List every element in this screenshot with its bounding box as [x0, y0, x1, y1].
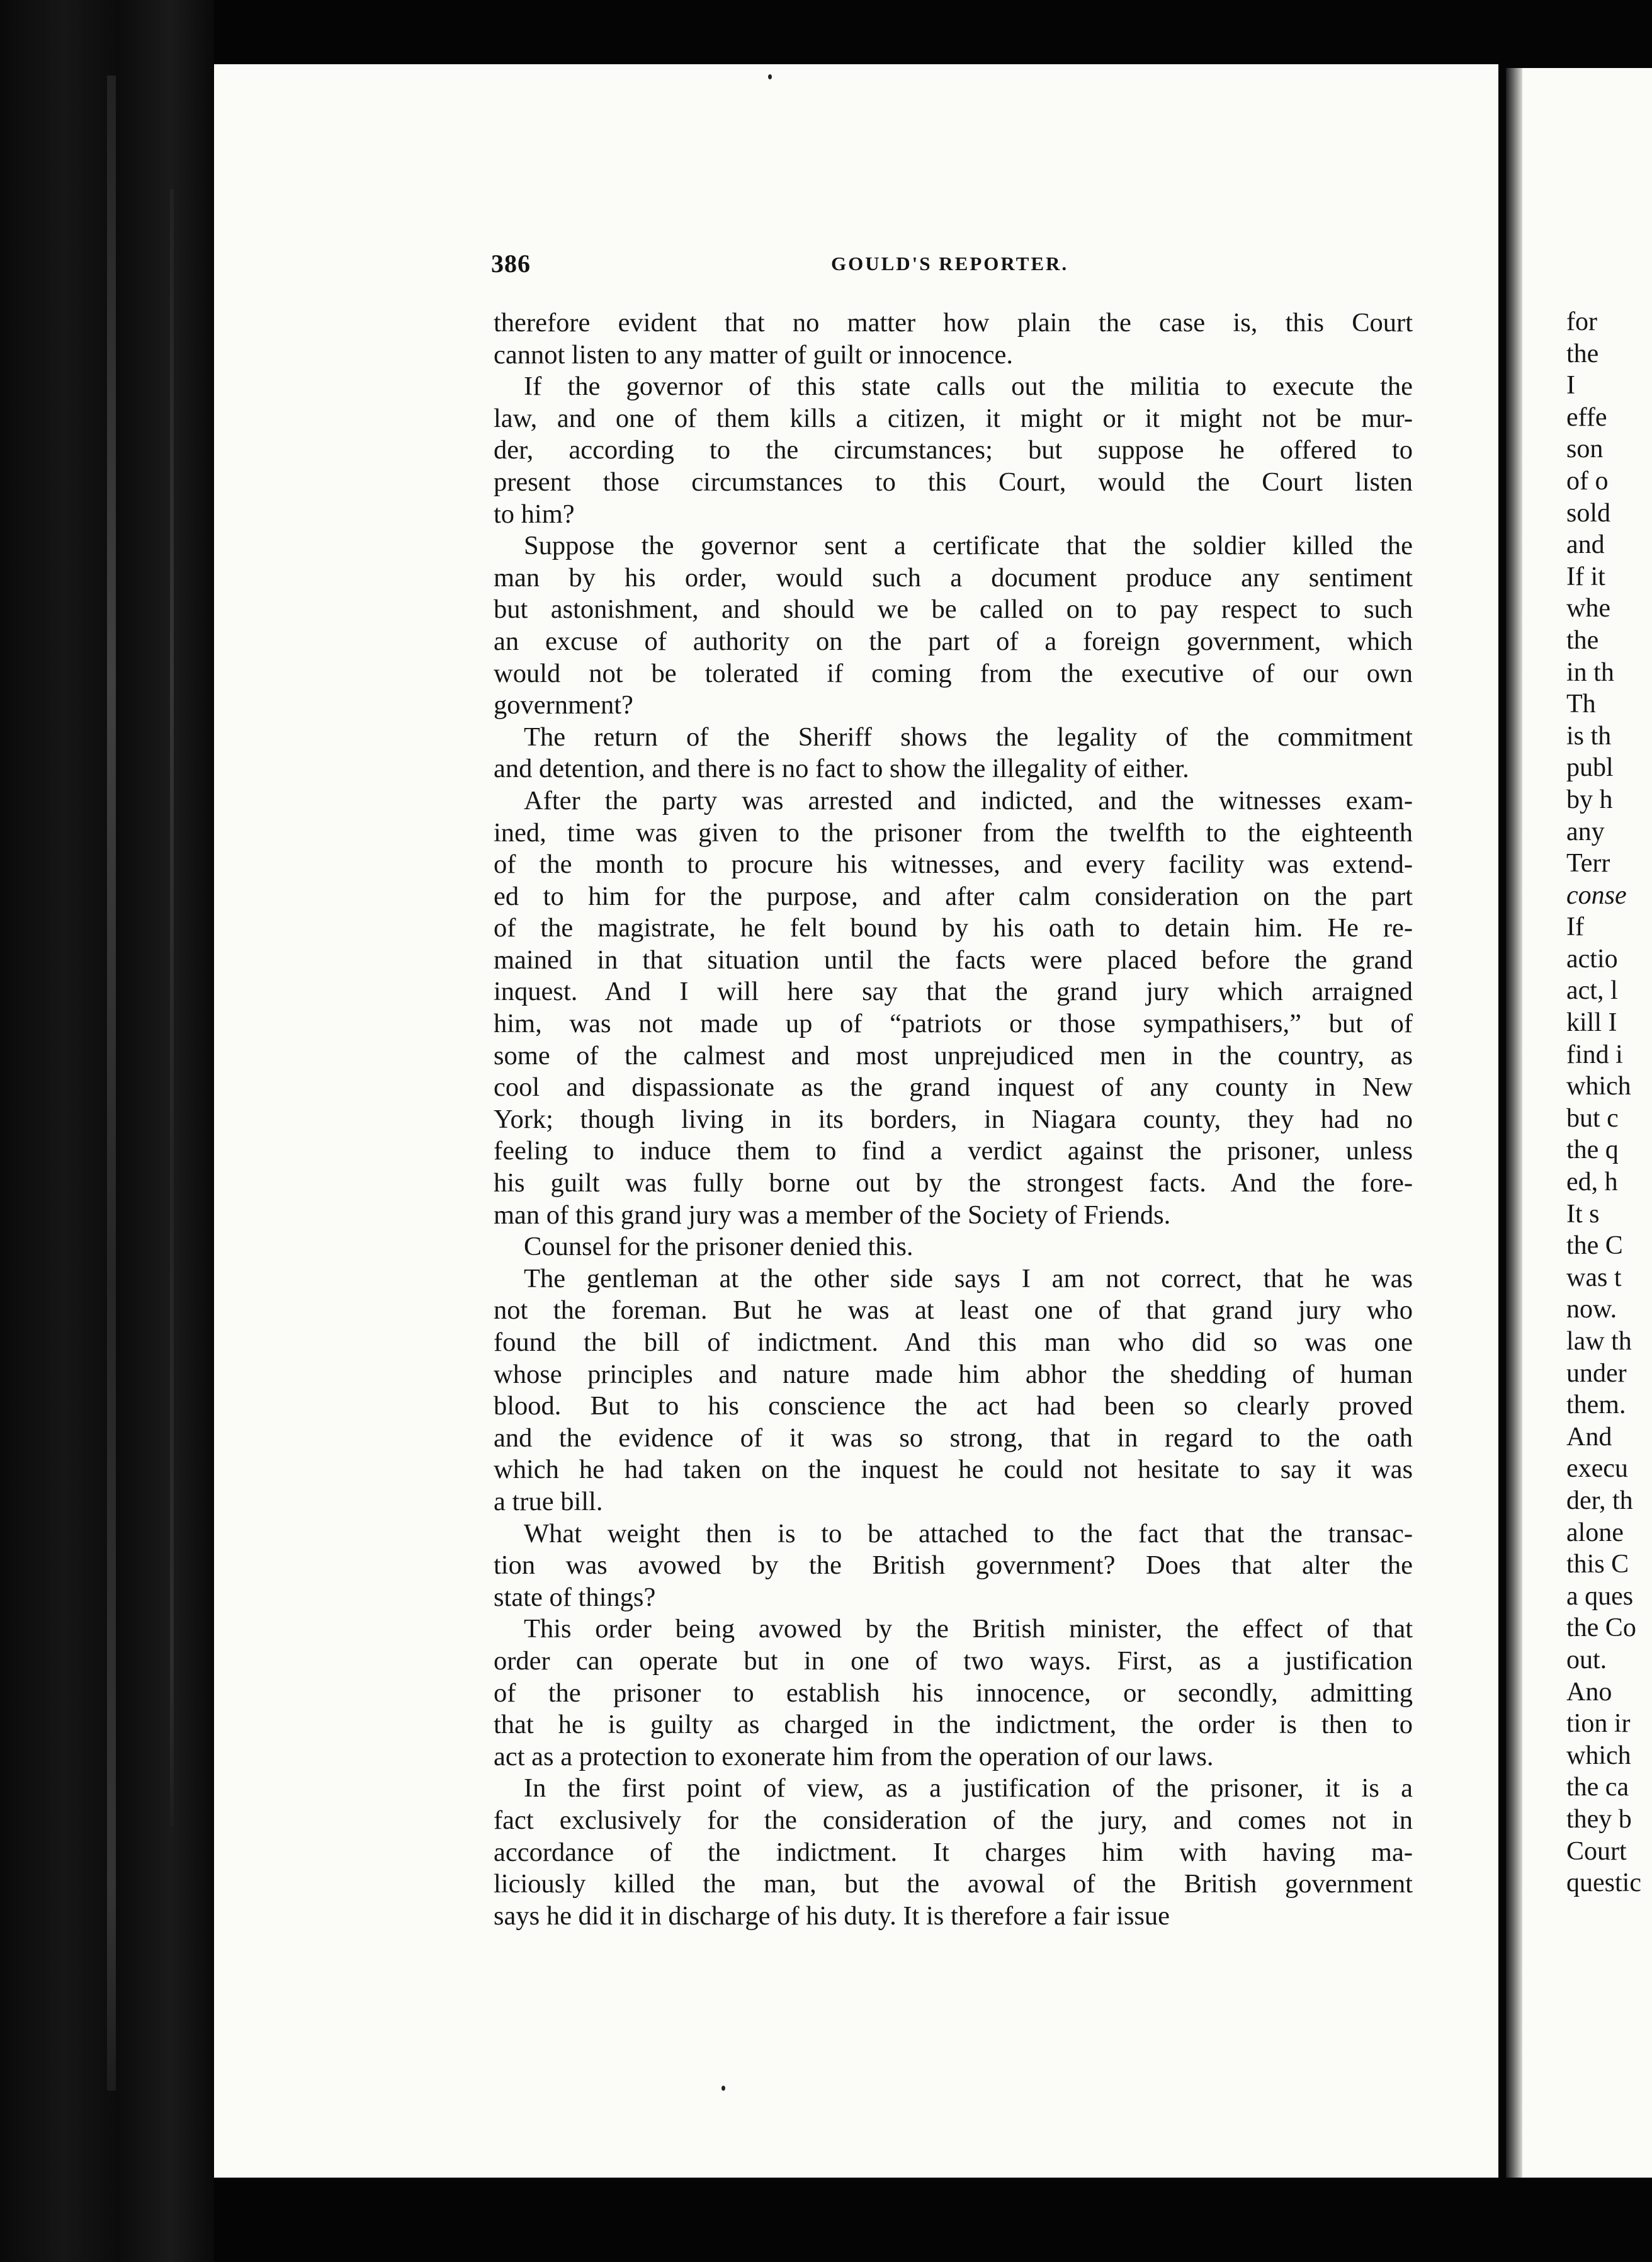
- paragraph: [494, 785, 1413, 1231]
- text-line: would not be tolerated if coming from the executive of our own: [494, 658, 1413, 688]
- right-page-line-fragment: which: [1566, 1072, 1631, 1101]
- text-line: man by his order, would such a document produce any sentiment: [494, 562, 1413, 593]
- right-page-line-fragment: for: [1566, 307, 1597, 336]
- right-page-line-fragment: this C: [1566, 1550, 1629, 1579]
- paragraph: [494, 371, 1413, 530]
- text-line: says he did it in discharge of his duty. It is therefore a fair issue: [494, 1901, 1170, 1931]
- right-page-line-fragment: conse: [1566, 880, 1627, 910]
- right-page-line-fragment: under: [1566, 1358, 1627, 1388]
- right-page-line-fragment: questic: [1566, 1868, 1641, 1898]
- text-line: a true bill.: [494, 1486, 603, 1516]
- right-page-line-fragment: the: [1566, 339, 1599, 368]
- text-line: but astonishment, and should we be called on to pay respect to such: [494, 594, 1413, 625]
- text-line: The return of the Sheriff shows the legality of the commitment: [524, 722, 1413, 752]
- binding-streak: [107, 76, 116, 2091]
- right-page-line-fragment: the ca: [1566, 1773, 1629, 1802]
- body-text: [494, 307, 1413, 1932]
- text-line: der, according to the circumstances; but suppose he offered to: [494, 435, 1413, 465]
- text-line: which he had taken on the inquest he could not hesitate to say it was: [494, 1455, 1413, 1485]
- text-line: some of the calmest and most unprejudiced men in the country, as: [494, 1040, 1413, 1071]
- text-line: of the prisoner to establish his innocence, or secondly, admitting: [494, 1678, 1413, 1708]
- right-page-line-fragment: the Co: [1566, 1613, 1636, 1643]
- right-page-line-fragment: they b: [1566, 1804, 1632, 1834]
- text-line: man of this grand jury was a member of the Society of Friends.: [494, 1200, 1171, 1230]
- text-line: liciously killed the man, but the avowal of the British government: [494, 1869, 1413, 1899]
- running-title: GOULD'S REPORTER.: [831, 253, 1069, 275]
- right-page-line-fragment: which: [1566, 1741, 1631, 1770]
- text-line: ed to him for the purpose, and after calm consideration on the part: [494, 881, 1413, 911]
- text-line: fact exclusively for the consideration of the jury, and comes not in: [494, 1805, 1413, 1835]
- right-page-line-fragment: Ano: [1566, 1677, 1612, 1707]
- right-page-text-fragments: [1566, 306, 1652, 1899]
- right-page-line-fragment: alone: [1566, 1518, 1624, 1547]
- text-line: law, and one of them kills a citizen, it might or it might not be mur-: [494, 403, 1413, 433]
- text-line: mained in that situation until the facts were placed before the grand: [494, 945, 1413, 975]
- page-number: 386: [491, 249, 531, 278]
- paragraph: [494, 1613, 1413, 1773]
- right-page-line-fragment: them.: [1566, 1390, 1626, 1420]
- paragraph: [494, 1518, 1413, 1614]
- book-binding-margin: [0, 0, 214, 2262]
- text-line: of the month to procure his witnesses, and every facility was extend-: [494, 850, 1413, 880]
- right-page-line-fragment: ed, h: [1566, 1168, 1618, 1197]
- text-line: ined, time was given to the prisoner from the twelfth to the eighteenth: [494, 817, 1413, 848]
- right-page-line-fragment: by h: [1566, 785, 1613, 814]
- right-page-line-fragment: act, l: [1566, 976, 1618, 1006]
- right-page-line-fragment: the q: [1566, 1135, 1619, 1165]
- text-line: tion was avowed by the British government? Does that alter the: [494, 1550, 1413, 1581]
- text-line: and detention, and there is no fact to show the illegality of either.: [494, 754, 1189, 784]
- text-line: Counsel for the prisoner denied this.: [524, 1232, 914, 1262]
- right-page-line-fragment: in th: [1566, 657, 1614, 687]
- text-line: York; though living in its borders, in Niagara county, they had no: [494, 1104, 1413, 1134]
- right-page-line-fragment: I: [1566, 371, 1575, 401]
- gutter-shadow: [1506, 68, 1522, 2178]
- right-page-line-fragment: Th: [1566, 690, 1596, 719]
- right-page-line-fragment: sold: [1566, 498, 1611, 528]
- text-line: of the magistrate, he felt bound by his oath to detain him. He re-: [494, 913, 1413, 943]
- paragraph: [494, 307, 1413, 371]
- text-line: This order being avowed by the British minister, the effect of that: [524, 1614, 1413, 1644]
- right-page-line-fragment: find i: [1566, 1040, 1623, 1069]
- text-line: If the governor of this state calls out the militia to execute the: [524, 372, 1413, 402]
- text-line: inquest. And I will here say that the grand jury which arraigned: [494, 977, 1413, 1007]
- text-line: that he is guilty as charged in the indictment, the order is then to: [494, 1710, 1413, 1740]
- right-page-line-fragment: Court: [1566, 1836, 1627, 1866]
- right-page-line-fragment: kill I: [1566, 1008, 1617, 1038]
- speck: [721, 2086, 725, 2091]
- text-line: After the party was arrested and indicted, and the witnesses exam-: [524, 785, 1413, 816]
- text-line: to him?: [494, 499, 575, 529]
- speck: [768, 74, 772, 79]
- text-line: cool and dispassionate as the grand inquest of any county in New: [494, 1072, 1413, 1103]
- text-line: feeling to induce them to find a verdict against the prisoner, unless: [494, 1136, 1413, 1166]
- paragraph: [494, 722, 1413, 785]
- running-head: [491, 249, 1410, 280]
- text-line: found the bill of indictment. And this man who did so was one: [494, 1327, 1413, 1357]
- text-line: cannot listen to any matter of guilt or innocence.: [494, 339, 1013, 370]
- text-line: therefore evident that no matter how plain the case is, this Court: [494, 308, 1413, 338]
- binding-streak: [170, 189, 174, 1826]
- right-page-line-fragment: now.: [1566, 1295, 1617, 1324]
- text-line: an excuse of authority on the part of a foreign government, which: [494, 626, 1413, 656]
- right-page-line-fragment: It s: [1566, 1199, 1600, 1229]
- text-line: not the foreman. But he was at least one of that grand jury who: [494, 1295, 1413, 1326]
- text-line: and the evidence of it was so strong, that in regard to the oath: [494, 1423, 1413, 1453]
- text-line: government?: [494, 690, 633, 720]
- text-line: What weight then is to be attached to the fact that the transac-: [524, 1518, 1413, 1549]
- right-page-line-fragment: If it: [1566, 562, 1605, 591]
- text-line: whose principles and nature made him abhor the shedding of human: [494, 1359, 1413, 1389]
- paragraph: [494, 1231, 1413, 1263]
- right-page-line-fragment: a ques: [1566, 1581, 1634, 1611]
- right-page-line-fragment: execu: [1566, 1454, 1628, 1484]
- text-line: Suppose the governor sent a certificate that the soldier killed the: [524, 531, 1413, 561]
- paragraph: [494, 1263, 1413, 1518]
- text-line: act as a protection to exonerate him from the operation of our laws.: [494, 1741, 1214, 1771]
- text-line: blood. But to his conscience the act had been so clearly proved: [494, 1391, 1413, 1421]
- right-page-line-fragment: the C: [1566, 1231, 1623, 1261]
- text-line: state of things?: [494, 1582, 656, 1612]
- paragraph: [494, 530, 1413, 722]
- right-page-line-fragment: If: [1566, 912, 1584, 942]
- right-page-line-fragment: And: [1566, 1422, 1612, 1452]
- right-page-line-fragment: was t: [1566, 1263, 1622, 1292]
- right-page-line-fragment: but c: [1566, 1103, 1619, 1133]
- right-page-line-fragment: effe: [1566, 402, 1607, 432]
- text-line: him, was not made up of “patriots or those sympathisers,” but of: [494, 1009, 1413, 1039]
- right-page-line-fragment: law th: [1566, 1327, 1632, 1356]
- right-page-line-fragment: is th: [1566, 721, 1612, 751]
- right-page-line-fragment: and: [1566, 530, 1605, 560]
- text-line: order can operate but in one of two ways. First, as a justification: [494, 1645, 1413, 1676]
- text-line: In the first point of view, as a justification of the prisoner, it is a: [524, 1773, 1413, 1804]
- right-page-line-fragment: the: [1566, 625, 1599, 655]
- paragraph: [494, 1773, 1413, 1932]
- right-page-line-fragment: whe: [1566, 594, 1610, 623]
- right-page-line-fragment: tion ir: [1566, 1709, 1631, 1739]
- right-page-line-fragment: son: [1566, 435, 1604, 464]
- text-line: his guilt was fully borne out by the strongest facts. And the fore-: [494, 1168, 1413, 1198]
- right-page-line-fragment: der, th: [1566, 1486, 1633, 1515]
- right-page-line-fragment: of o: [1566, 466, 1609, 496]
- text-line: The gentleman at the other side says I am not correct, that he was: [524, 1263, 1413, 1293]
- text-line: accordance of the indictment. It charges him with having ma-: [494, 1837, 1413, 1867]
- right-page-line-fragment: any: [1566, 817, 1605, 846]
- right-page-line-fragment: out.: [1566, 1645, 1607, 1674]
- right-page-line-fragment: Terr: [1566, 849, 1610, 878]
- right-page-line-fragment: publ: [1566, 753, 1614, 783]
- text-line: present those circumstances to this Court, would the Court listen: [494, 467, 1413, 497]
- right-page-line-fragment: actio: [1566, 944, 1618, 974]
